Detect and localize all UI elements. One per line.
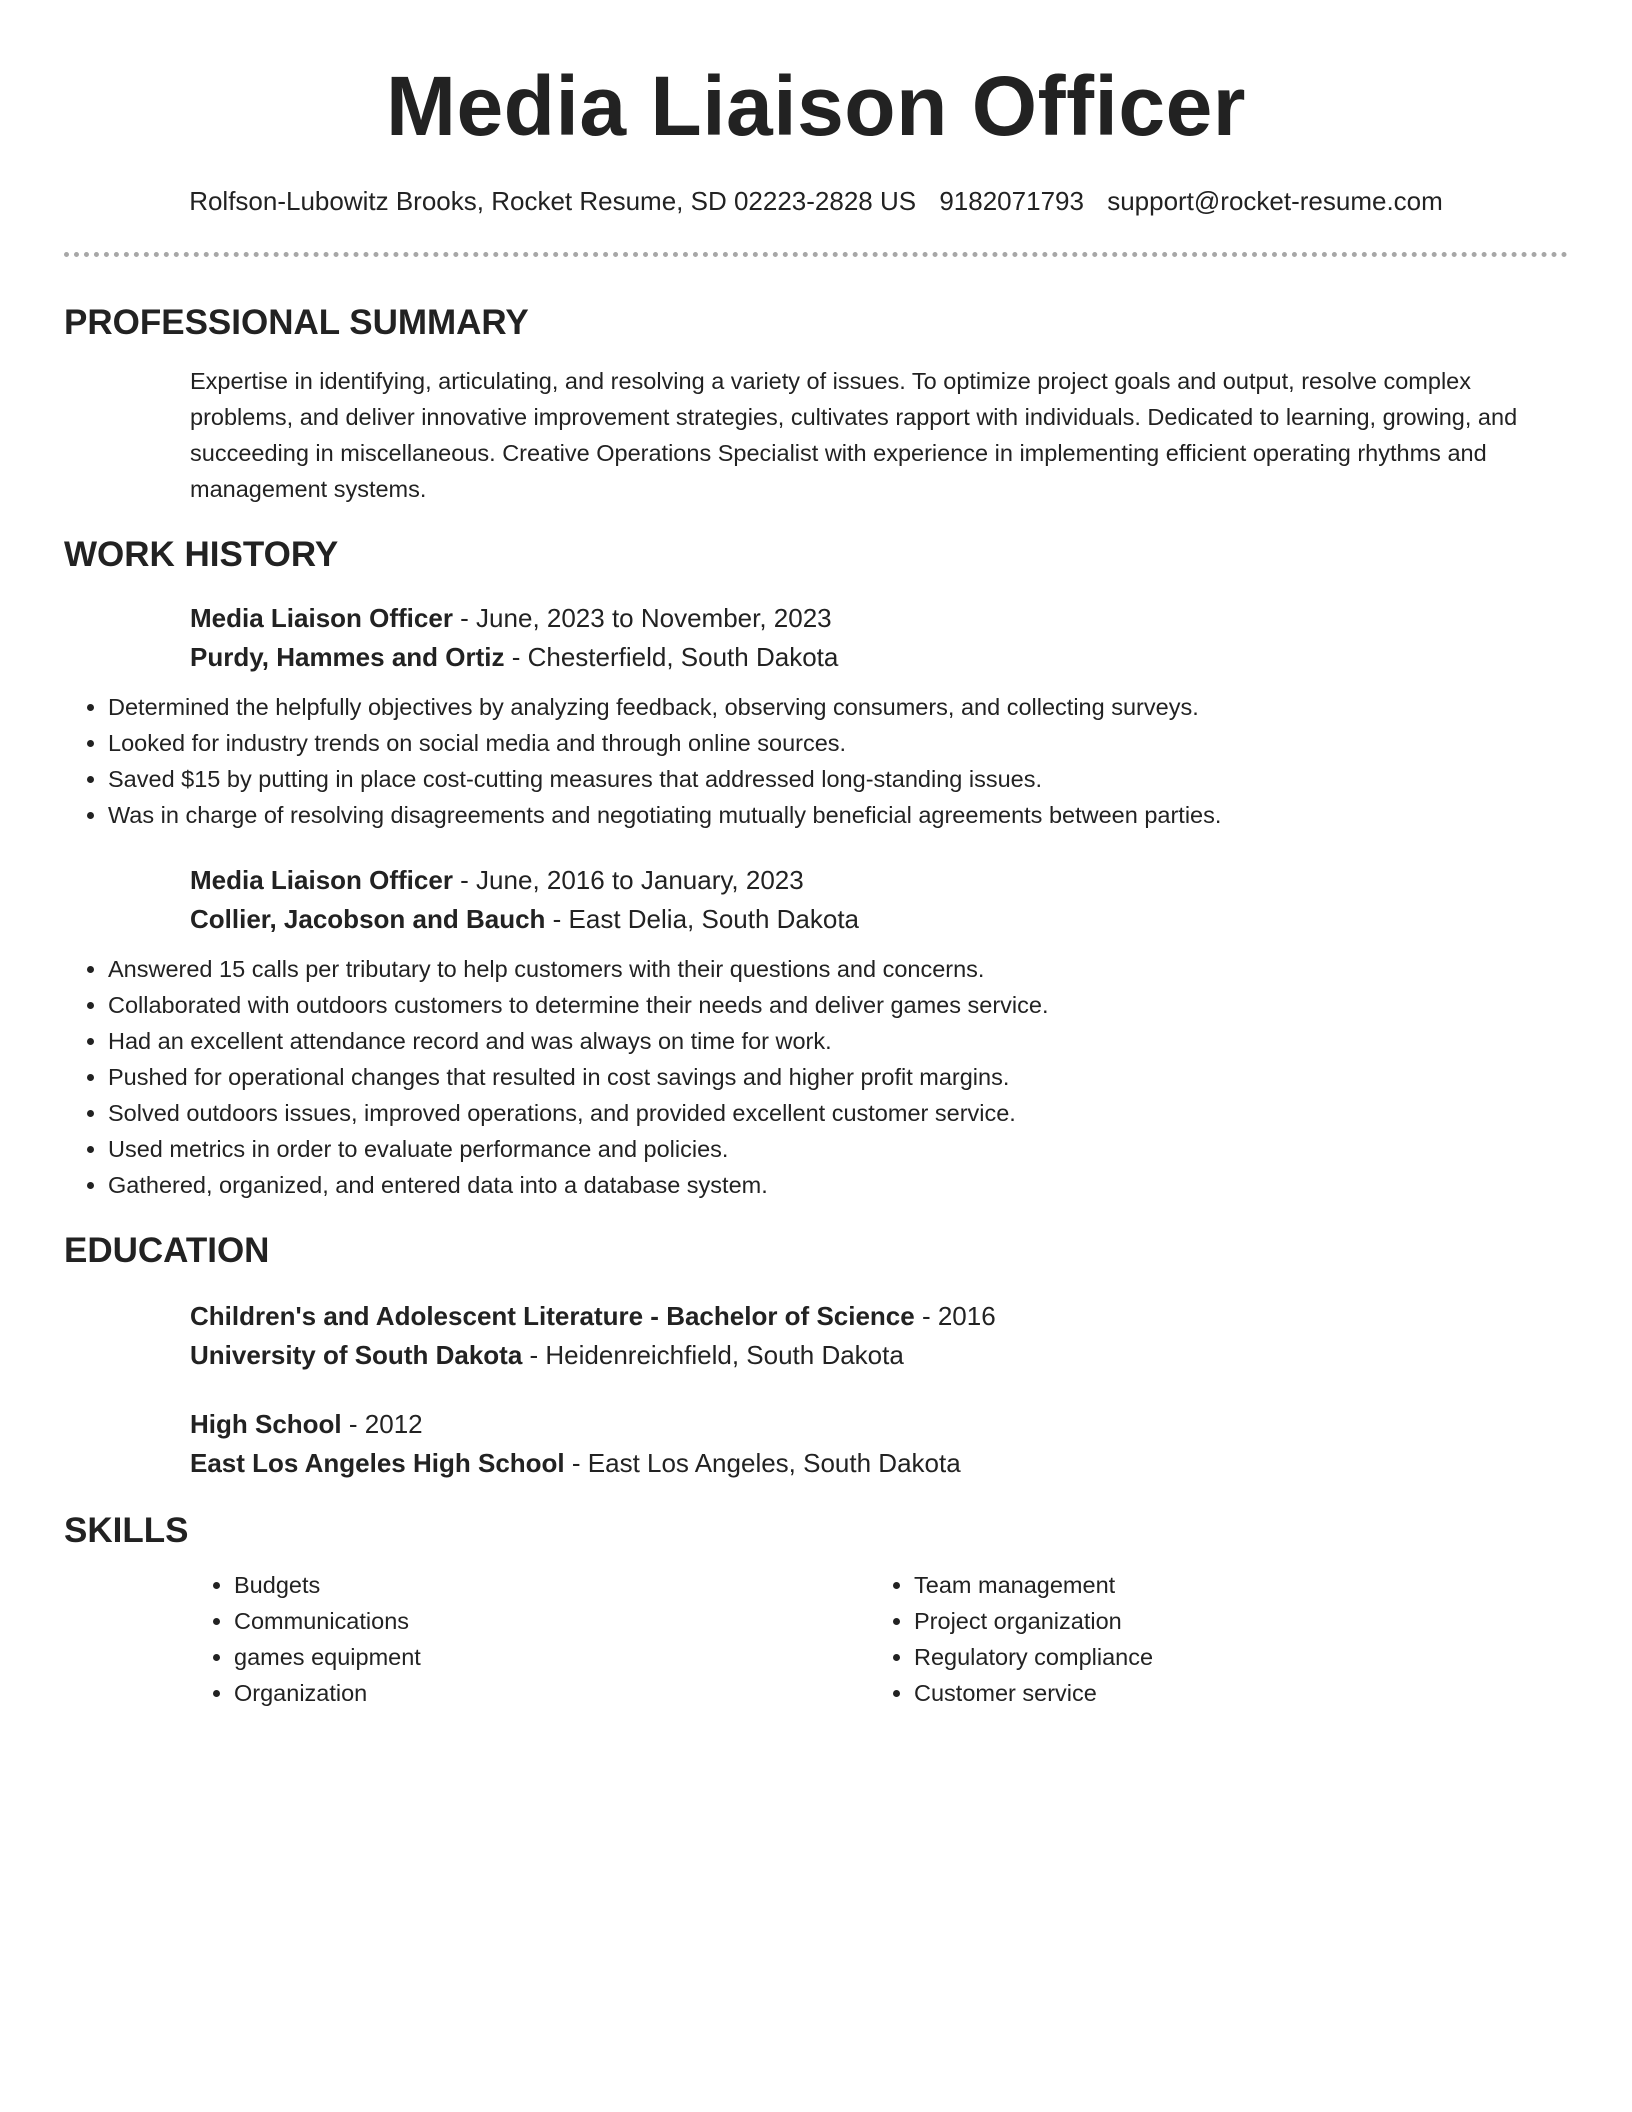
job-company: Collier, Jacobson and Bauch <box>190 904 546 934</box>
resume-page <box>64 0 1568 1711</box>
job-role-line <box>190 861 1568 900</box>
summary-text: Expertise in identifying, articulating, and resolving a variety of issues. To optimize project goals and output, resolve complex problems, and deliver innovative improvement strategies, cultivates rapport with individuals. Dedicated to learning, growing, and succeeding in miscellaneous. Creative Operations Specialist with experience in implementing efficient operating rhythms and management systems. <box>190 368 1518 502</box>
education-entry <box>190 1405 1568 1483</box>
list-item: • Was in charge of resolving disagreements and negotiating mutually beneficial agreements between parties. <box>108 797 1568 833</box>
skill-item: • Regulatory compliance <box>914 1639 1550 1675</box>
education-school: University of South Dakota <box>190 1340 523 1370</box>
education-degree-line <box>190 1297 1568 1336</box>
skills-grid <box>190 1567 1568 1711</box>
education-school-line <box>190 1336 1568 1375</box>
list-item: • Saved $15 by putting in place cost-cutting measures that addressed long-standing issues. <box>108 761 1568 797</box>
education-degree: Children's and Adolescent Literature - Bachelor of Science <box>190 1301 915 1331</box>
section-title-work-history: WORK HISTORY <box>64 535 339 574</box>
list-item: • Looked for industry trends on social media and through online sources. <box>108 725 1568 761</box>
skill-item: • Customer service <box>914 1675 1550 1711</box>
section-title-summary: PROFESSIONAL SUMMARY <box>64 303 529 342</box>
skill-item: • games equipment <box>234 1639 870 1675</box>
skill-item: • Budgets <box>234 1567 870 1603</box>
job-company-line <box>190 638 1568 677</box>
job-dates: - June, 2023 to November, 2023 <box>452 603 832 633</box>
section-title-skills: SKILLS <box>64 1511 189 1550</box>
education-entry <box>190 1297 1568 1375</box>
job-company: Purdy, Hammes and Ortiz <box>190 642 505 672</box>
header-divider <box>64 252 1568 257</box>
education-school: East Los Angeles High School <box>190 1448 565 1478</box>
education-location: - Heidenreichfield, South Dakota <box>522 1340 904 1370</box>
education-year: - 2012 <box>341 1409 423 1439</box>
list-item: • Determined the helpfully objectives by analyzing feedback, observing consumers, and collecting surveys. <box>108 689 1568 725</box>
skills-column-right <box>870 1567 1550 1711</box>
list-item: • Answered 15 calls per tributary to help customers with their questions and concerns. <box>108 951 1568 987</box>
list-item: • Solved outdoors issues, improved operations, and provided excellent customer service. <box>108 1095 1568 1131</box>
job-bullets <box>64 689 1568 833</box>
job-role: Media Liaison Officer <box>190 865 453 895</box>
contact-line <box>64 184 1568 218</box>
contact-address: Rolfson-Lubowitz Brooks, Rocket Resume, SD 02223-2828 US <box>189 186 917 216</box>
skills-column-left <box>190 1567 870 1711</box>
skill-item: • Organization <box>234 1675 870 1711</box>
job-bullets <box>64 951 1568 1203</box>
section-title-education: EDUCATION <box>64 1231 270 1270</box>
skill-item: • Project organization <box>914 1603 1550 1639</box>
contact-email: support@rocket-resume.com <box>1107 186 1443 216</box>
job-entry <box>190 599 1568 677</box>
job-dates: - June, 2016 to January, 2023 <box>452 865 804 895</box>
list-item: • Had an excellent attendance record and was always on time for work. <box>108 1023 1568 1059</box>
list-item: • Pushed for operational changes that resulted in cost savings and higher profit margins. <box>108 1059 1568 1095</box>
contact-phone: 9182071793 <box>939 186 1084 216</box>
job-location: - East Delia, South Dakota <box>545 904 860 934</box>
job-role-line <box>190 599 1568 638</box>
skill-item: • Team management <box>914 1567 1550 1603</box>
education-school-line <box>190 1444 1568 1483</box>
list-item: • Gathered, organized, and entered data into a database system. <box>108 1167 1568 1203</box>
education-degree: High School <box>190 1409 342 1439</box>
list-item: • Collaborated with outdoors customers to determine their needs and deliver games service. <box>108 987 1568 1023</box>
list-item: • Used metrics in order to evaluate performance and policies. <box>108 1131 1568 1167</box>
job-location: - Chesterfield, South Dakota <box>504 642 839 672</box>
job-entry <box>190 861 1568 939</box>
education-year: - 2016 <box>914 1301 996 1331</box>
job-role: Media Liaison Officer <box>190 603 453 633</box>
education-degree-line <box>190 1405 1568 1444</box>
candidate-name: Media Liaison Officer <box>385 59 1246 153</box>
job-company-line <box>190 900 1568 939</box>
skill-item: • Communications <box>234 1603 870 1639</box>
education-location: - East Los Angeles, South Dakota <box>564 1448 961 1478</box>
